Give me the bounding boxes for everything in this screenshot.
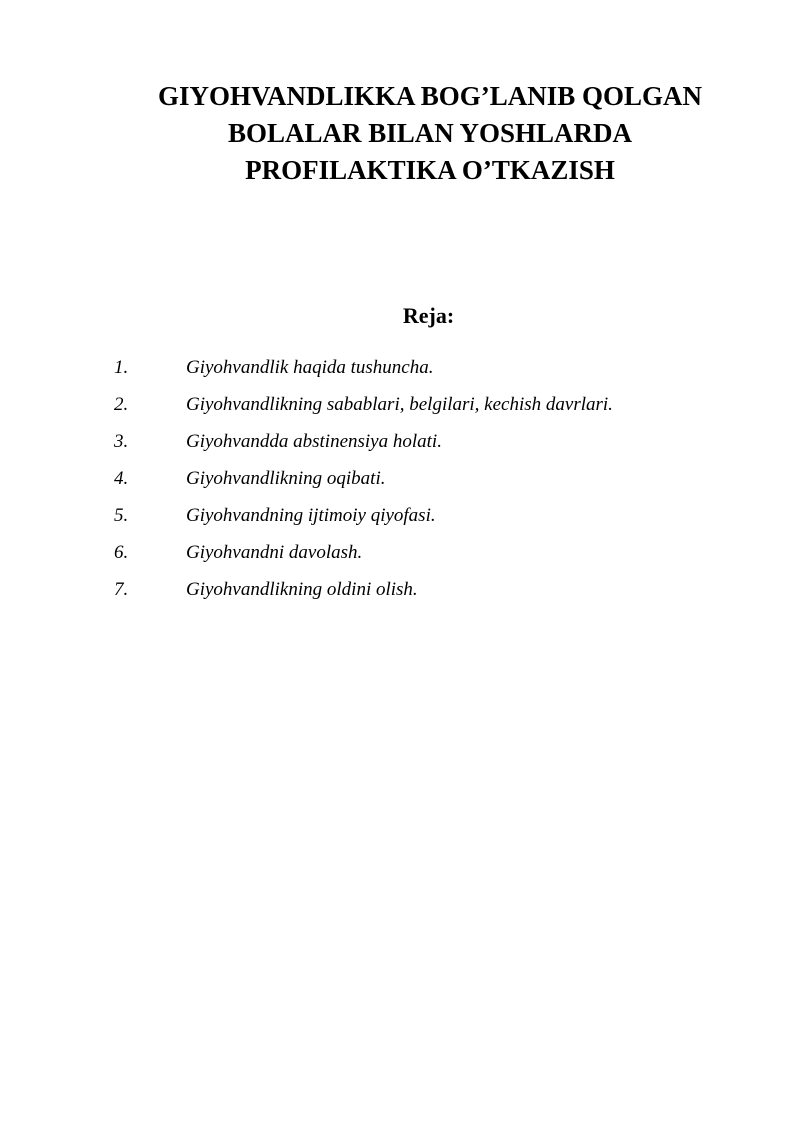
document-title [100, 78, 760, 189]
plan-item-number: 3. [114, 431, 129, 452]
plan-item-text: Giyohvandda abstinensiya holati. [186, 431, 442, 452]
plan-heading: Reja: [402, 303, 455, 328]
plan-item-number: 6. [114, 542, 129, 563]
plan-item-number: 4. [114, 468, 129, 489]
plan-item-number: 1. [114, 357, 129, 378]
plan-item-number: 2. [114, 394, 129, 415]
plan-item-text: Giyohvandlikning oldini olish. [186, 579, 418, 600]
title-line: GIYOHVANDLIKKA BOG’LANIB QOLGAN [157, 81, 703, 111]
plan-item-text: Giyohvandlikning oqibati. [186, 468, 386, 489]
title-line: PROFILAKTIKA O’TKAZISH [245, 155, 615, 185]
plan-item-text: Giyohvandlikning sabablari, belgilari, kechish davrlari. [186, 394, 613, 415]
plan-item-text: Giyohvandning ijtimoiy qiyofasi. [186, 505, 436, 526]
title-line: BOLALAR BILAN YOSHLARDA [227, 118, 633, 148]
plan-item-number: 7. [114, 579, 129, 600]
plan-item-number: 5. [114, 505, 129, 526]
plan-item-text: Giyohvandni davolash. [186, 542, 363, 563]
plan-item-text: Giyohvandlik haqida tushuncha. [186, 357, 434, 378]
